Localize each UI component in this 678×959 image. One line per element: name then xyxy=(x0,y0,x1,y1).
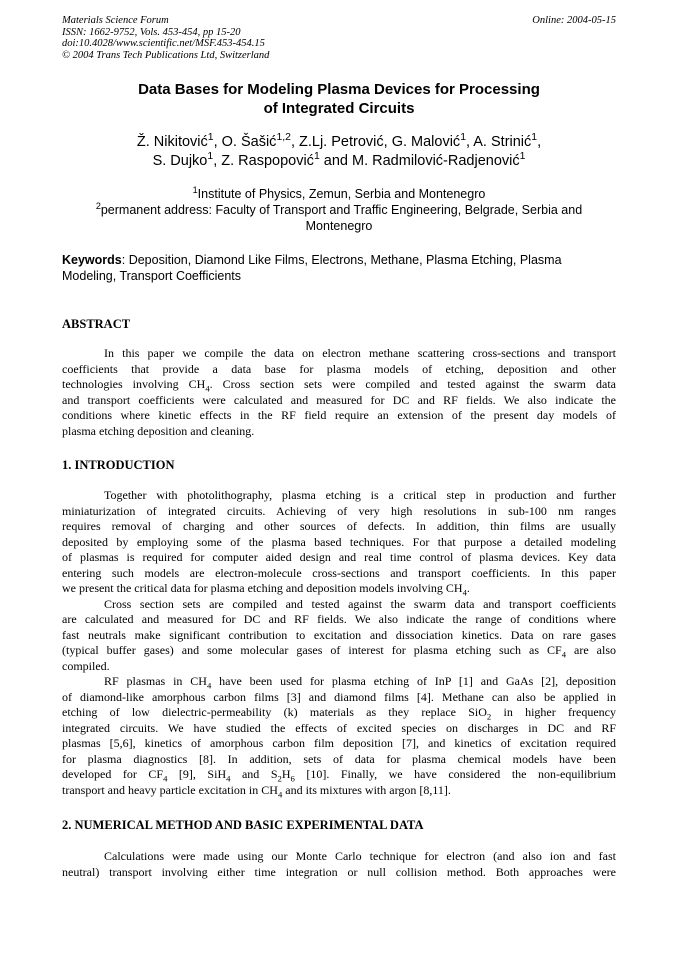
author-name: M. Radmilović-Radjenović xyxy=(352,153,520,169)
author-name: G. Malović xyxy=(391,134,461,150)
author-list xyxy=(62,133,616,171)
affiliation-marker: 1 xyxy=(313,151,320,163)
author-name: Z. Raspopović xyxy=(221,153,314,169)
affiliation-2-cont: Montenegro xyxy=(305,219,373,233)
abstract-heading: ABSTRACT xyxy=(62,317,131,331)
introduction-body: Together with photolithography, plasma etching is a critical step in production and further miniaturization of integrated circuits. Achieving of very high resolutions in sub-100 nm ranges requires removal of charging and other sources of defects. In addition, thin films are usually deposited by employing some of the plasma based techniques. For that purpose a detailed modeling of plasmas is required for computer aided design and real time control of plasma devices. Key data entering such models are electron-molecule cross-sections and transport coefficients. In this paper we present the critical data for plasma etching and deposition models involving $CH_4$. Cross section sets are compiled and tested against the swarm data and transport coefficients are calculated and measured for DC and RF fields. We also indicate the range of conditions where fast neutrals make significant contribution to excitation and dissociation kinetics. Data on rare gases (typical buffer gases) and some molecular gases of interest for plasma etching such as $CF_4$ are also compiled. RF plasmas in $CH_4$ have been used for plasma etching of InP [1] and GaAs [2], deposition of diamond-like amorphous carbon films [3] and diamond films [4]. Methane can also be applied in etching of low dielectric-permeability (k) materials as they replace SiO$_2$ in higher frequency integrated circuits. We have studied the effects of excited species on discharges in DC and RF plasmas [5,6], kinetics of amorphous carbon film deposition [7], and kinetics of excitation required for plasma diagnostics [8]. In addition, sets of data for plasma chemical models have been developed for $CF_4$ [9], SiH$_4$ and $S_2H_6$ [10]. Finally, we have considered the non-equilibrium transport and heavy particle excitation in $CH_4$ and its mixtures with argon [8,11]. xyxy=(62,488,617,799)
abstract-body: In this paper we compile the data on electron methane scattering cross-sections and transport coefficients that provide a data base for plasma models of etching, deposition and other technologies involving $CH_4$. Cross section sets were compiled and tested against the swarm data and transport coefficients were calculated and measured for DC and RF fields. We also indicate the conditions where kinetic effects in the RF field require an extension of the present day models of plasma etching deposition and cleaning. xyxy=(62,346,616,438)
journal-header xyxy=(62,15,616,61)
affiliation-2: $^2$permanent address: Faculty of Transport and Traffic Engineering, Belgrade, Serbia and xyxy=(95,200,583,217)
affiliation-marker: 1 xyxy=(531,132,538,144)
keywords: Keywords: Deposition, Diamond Like Films, Electrons, Methane, Plasma Etching, Plasma Modeling, Transport Coefficients xyxy=(62,253,562,283)
section-2-body: Calculations were made using our Monte Carlo technique for electron (and also ion and fast neutral) transport involving either time integration or null collision method. Both approaches were xyxy=(62,849,616,879)
affiliations xyxy=(62,186,616,234)
introduction-heading: 1. INTRODUCTION xyxy=(62,458,175,472)
affiliation-marker: 1 xyxy=(207,151,214,163)
keywords-label: Keywords xyxy=(62,253,122,267)
author-name: S. Dujko xyxy=(152,153,208,169)
author-line-1: Ž. Nikitović$^1$, O. Šašić$^{1,2}$, Z.Lj. Petrović, G. Malović$^1$, A. Strinić$^1$, xyxy=(136,132,542,150)
affiliation-1: $^1$Institute of Physics, Zemun, Serbia and Montenegro xyxy=(192,184,486,201)
author-line-2: S. Dujko$^1$, Z. Raspopović$^1$ and M. Radmilović-Radjenović$^1$ xyxy=(152,151,526,169)
journal-copyright: © 2004 Trans Tech Publications Ltd, Switzerland xyxy=(62,49,270,61)
author-name: Ž. Nikitović xyxy=(136,134,208,150)
online-date: Online: 2004-05-15 xyxy=(532,15,616,26)
section-2-heading: 2. NUMERICAL METHOD AND BASIC EXPERIMENTAL DATA xyxy=(62,818,424,832)
title-line-1: Data Bases for Modeling Plasma Devices for Processing xyxy=(138,81,540,98)
affiliation-marker: 1,2 xyxy=(276,132,291,144)
affiliation-marker: 1 xyxy=(207,132,214,144)
author-name: O. Šašić xyxy=(221,134,277,150)
affiliation-marker: 1 xyxy=(519,151,526,163)
affiliation-marker: 1 xyxy=(460,132,466,144)
journal-doi: doi:10.4028/www.scientific.net/MSF.453-454.15 xyxy=(62,38,265,49)
journal-issn: ISSN: 1662-9752, Vols. 453-454, pp 15-20 xyxy=(62,26,241,38)
author-name: Z.Lj. Petrović xyxy=(299,134,384,150)
journal-name: Materials Science Forum xyxy=(62,15,169,26)
paper-title xyxy=(62,80,616,118)
title-line-2: of Integrated Circuits xyxy=(263,100,415,117)
author-name: A. Strinić xyxy=(473,134,532,150)
